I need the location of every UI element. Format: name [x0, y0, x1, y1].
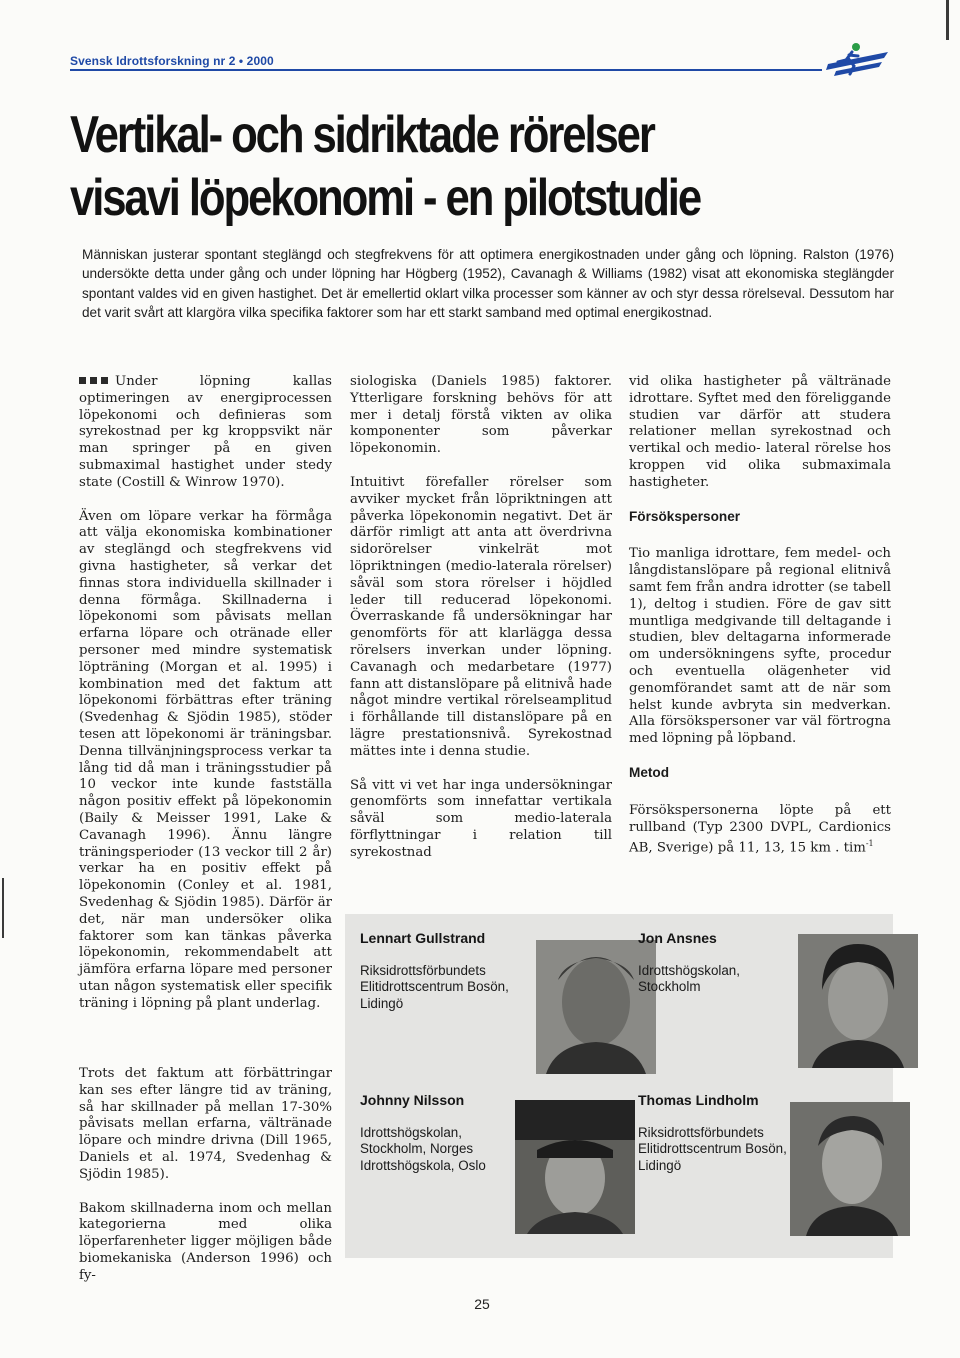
author-name: Thomas Lindholm [638, 1092, 759, 1108]
paragraph-text: Försökspersonerna löpte på ett rullband (Typ 2300 DVPL, Cardionics AB, Sverige) på 11, 13, 15 km . tim [629, 802, 891, 856]
body-column-3 [629, 374, 891, 875]
paragraph: siologiska (Daniels 1985) faktorer. Ytterligare forskning behövs för att mer i detalj förstå vikten av olika komponenter som påverkar löpekonomin. [350, 374, 612, 457]
paragraph: Så vitt vi vet har inga undersökningar genomförts som innefattar vertikala såväl som medio-laterala förflyttningar i relation till syrekostnad [350, 777, 612, 860]
paragraph [79, 374, 332, 492]
author-photo [515, 1100, 635, 1234]
paragraph [629, 803, 891, 858]
author-photo [798, 934, 918, 1068]
author-name: Johnny Nilsson [360, 1092, 465, 1108]
margin-mark [946, 0, 949, 40]
runner-logo-icon [818, 40, 890, 80]
author-name: Lennart Gullstrand [360, 930, 486, 946]
author-affiliation: Riksidrottsförbundets Elitidrottscentrum Bosön, Lidingö [360, 963, 509, 1011]
paragraph: Även om löpare verkar ha förmåga att välja ekonomiska kombinationer av steglängd och stegfrekvens vid givna hastigheter, så verkar det finnas stora individuella skillnader i denna förmåga. Skillnaderna i löpekonomi som påvisats mellan erfarna löpare och otränade eller personer med mindre systematisk löpträning (Morgan et al. 1995) i kombination med det faktum att löpekonomi förbättras efter träning (Svedenhag & Sjödin 1985), stöder tesen att löpekonomi är träningsbar. Denna tillvänjningsprocess verkar ta lång tid då man i träningsstudier på 10 veckor inte kunde fastställa någon positiv effekt på löpekonomin (Baily & Meisser 1991, Lake & Cavanagh 1996). Ännu längre träningsperioder (13 veckor till 2 år) verkar ha en positiv effekt på löpekonomin (Conley et al. 1981, Svedenhag & Sjödin 1985). Därför är det, när man undersöker olika faktorer som kan tänkas påverka löpekonomin, rekommendabelt att jämföra erfarna löpare med personer utan någon systematisk eller specifik träning i löpning på plant underlag. [79, 508, 332, 1011]
title-line-1: Vertikal- och sidriktade rörelser [70, 106, 654, 164]
section-marker-icon [79, 374, 112, 389]
section-heading-forsokspersoner: Försökspersoner [629, 508, 741, 524]
superscript: -1 [865, 839, 874, 849]
journal-title: Svensk Idrottsforskning nr 2 • 2000 [70, 54, 274, 68]
author-name: Jon Ansnes [638, 930, 717, 946]
page-number: 25 [474, 1296, 490, 1312]
author-affiliation: Idrottshögskolan, Stockholm [638, 963, 740, 995]
paragraph: Bakom skillnaderna inom och mellan kategorierna med olika löperfarenheter ligger möjligen både biomekaniska (Anderson 1996) och fy- [79, 1200, 332, 1283]
author-photo [536, 940, 656, 1074]
body-column-2 [350, 374, 612, 879]
paragraph: Tio manliga idrottare, fem medel- och långdistanslöpare på regional elitnivå samt fem från andra idrotter (se tabell 1), deltog i studien. Före de gav sitt muntliga medgivande till deltagande i studien, blev deltagarna informerade om undersökningens syfte, procedur och eventuella olägenheter vid genomförandet samt att de när som helst kunde avbryta sin medverkan. Alla försökspersoner var väl förtrogna med löpning på löpband. [629, 546, 891, 747]
running-header [70, 48, 890, 78]
section-heading-metod: Metod [629, 764, 670, 780]
paragraph: Trots det faktum att förbättringar kan ses efter längre tid av träning, så har skillnader på mellan 17-30% påvisats mellan erfarna, vältränade löpare och mindre drivna (Dill 1965, Daniels et al. 1974, Svedenhag & Sjödin 1985). [79, 1066, 332, 1182]
paragraph-text: Under löpning kallas optimeringen av energiprocessen löpekonomi och definieras som syrekostnad per kg kroppsvikt när man springer på en given submaximal hastighet under stedy state (Costill & Winrow 1970). [79, 374, 332, 490]
margin-mark [2, 878, 4, 938]
body-column-1-lower [79, 1066, 332, 1302]
paragraph: Intuitivt förefaller rörelser som avviker mycket från löpriktningen att påverka löpekonomin negativt. Det är därför rimligt att anta att överdrivna sidorörelser vinkelrät mot löpriktningen (medio-laterala rörelser) såväl som stora rörelser i höjdled leder till reducerad löpekonomi. Överraskande få undersökningar har genomförts för att klarlägga dessa rörelsers inverkan under löpning. Cavanagh och medarbetare (1977) fann att distanslöpare på elitnivå hade något mindre vertikal rörelseamplitud i förhållande till distanslöpare på en lägre prestationsnivå. Syrekostnad mättes inte i denna studie. [350, 474, 612, 759]
paragraph: vid olika hastigheter på vältränade idrottare. Syftet med den föreliggande studien var därför att studera relationer mellan syrekostnad och vertikal och medio- lateral rörelse hos kroppen vid olika submaximala hastigheter. [629, 374, 891, 490]
author-panel [345, 914, 893, 1258]
author-photo [790, 1102, 910, 1236]
abstract: Människan justerar spontant steglängd och stegfrekvens för att optimera energikostnaden under gång och löpning. Ralston (1976) undersökte detta under gång och under löpning har Högberg (1952), Cavanagh & Williams (1982) visat att ekonomiska steglängder spontant valdes vid en given hastighet. Det är emellertid oklart vilka processer som känner av och styr dessa rörelseval. Dessutom har det varit svårt att klargöra vilka specifika faktorer som har ett starkt samband med optimal energikostnad. [82, 247, 894, 320]
header-rule [70, 69, 822, 71]
article-title [70, 104, 708, 230]
title-line-2: visavi löpekonomi - en pilotstudie [70, 169, 701, 227]
author-affiliation: Idrottshögskolan, Stockholm, Norges Idrottshögskola, Oslo [360, 1125, 486, 1173]
author-affiliation: Riksidrottsförbundets Elitidrottscentrum Bosön, Lidingö [638, 1125, 787, 1173]
body-column-1 [79, 374, 332, 1029]
